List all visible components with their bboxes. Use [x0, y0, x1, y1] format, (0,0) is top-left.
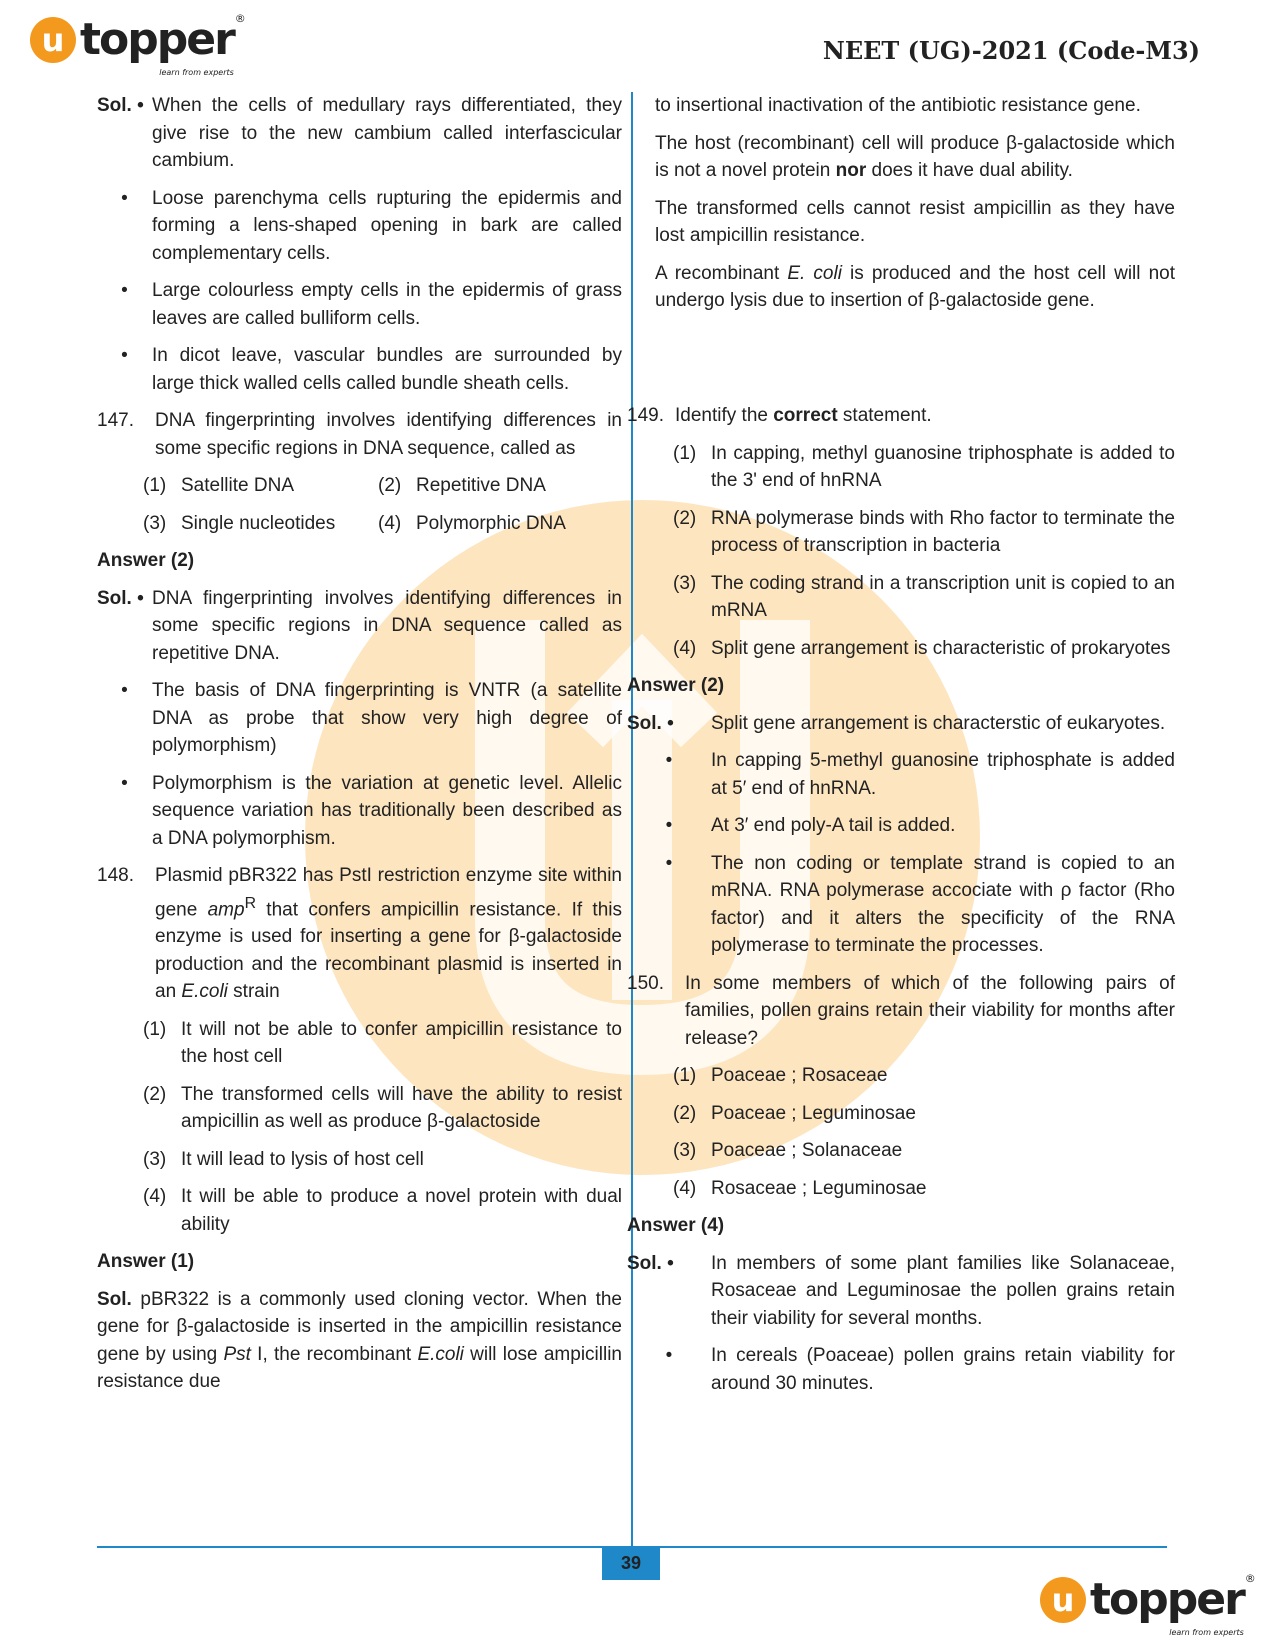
option-number: (1)	[143, 1018, 167, 1040]
option-text: In capping, methyl guanosine triphosphate is added to the 3' end of hnRNA	[711, 442, 1175, 491]
sol-bullet	[97, 770, 622, 853]
option-text: Polymorphic DNA	[416, 512, 566, 534]
sol-label: Sol. •	[97, 587, 144, 609]
sol-bullet	[627, 850, 1175, 960]
option-number: (2)	[378, 475, 402, 496]
continued-text: to insertional inactivation of the antibiotic resistance gene.	[655, 95, 1141, 116]
option-text: The coding strand in a transcription unit is copied to an mRNA	[711, 572, 1175, 621]
sol-text: At 3′ end poly-A tail is added.	[711, 815, 956, 836]
option	[627, 505, 1175, 560]
option-number: (3)	[673, 572, 697, 594]
question-number: 149.	[627, 405, 664, 426]
question-149	[627, 402, 1175, 430]
option	[97, 1081, 622, 1136]
option-text: It will be able to produce a novel protein with dual ability	[181, 1186, 622, 1235]
option-text: Poaceae ; Solanaceae	[711, 1140, 903, 1161]
option-number: (4)	[143, 1186, 167, 1208]
logo-text: topper	[1090, 1574, 1244, 1625]
sol-text: In capping 5-methyl guanosine triphosphate is added at 5′ end of hnRNA.	[711, 750, 1175, 799]
sol-text: In cereals (Poaceae) pollen grains retain viability for around 30 minutes.	[711, 1345, 1175, 1394]
option-number: (1)	[673, 1065, 697, 1086]
bullet-icon: •	[665, 1345, 673, 1366]
question-text: Identify the correct statement.	[675, 405, 932, 426]
option-text: Repetitive DNA	[416, 475, 546, 496]
exam-title: NEET (UG)-2021 (Code-M3)	[822, 36, 1200, 65]
answer-label: Answer (1)	[97, 1251, 195, 1273]
sol-bullet	[97, 185, 622, 268]
continued-text: The transformed cells cannot resist ampicillin as they have lost ampicillin resistance.	[655, 197, 1175, 246]
logo-tagline: learn from experts	[159, 68, 234, 77]
options-row	[97, 510, 622, 538]
question-150	[627, 970, 1175, 1053]
registered-mark: ®	[234, 12, 246, 25]
option-number: (3)	[143, 512, 167, 534]
right-column	[655, 92, 1175, 325]
sol-label: Sol. •	[627, 1252, 674, 1274]
option-text: Single nucleotides	[181, 512, 336, 534]
question-147	[97, 407, 622, 462]
bullet-icon: •	[121, 345, 128, 366]
registered-mark: ®	[1244, 1572, 1256, 1585]
logo-tagline: learn from experts	[1169, 1628, 1244, 1637]
sol-text: Loose parenchyma cells rupturing the epidermis and forming a lens-shaped opening in bark are called complementary cells.	[152, 187, 622, 264]
bullet-icon: •	[665, 750, 673, 771]
sol-bullet	[97, 342, 622, 397]
option-number: (2)	[143, 1083, 167, 1105]
sol-bullet	[97, 677, 622, 760]
sol-paragraph: Sol. pBR322 is a commonly used cloning vector. When the gene for β-galactoside is inserted in the ampicillin resistance gene by using Pst I, the recombinant E.coli will lose ampicillin resistance due	[97, 1288, 622, 1393]
option-number: (3)	[143, 1148, 167, 1170]
option	[627, 1175, 1175, 1203]
logo-u-icon: u	[30, 17, 76, 63]
page-number: 39	[602, 1546, 660, 1580]
sol-text: The non coding or template strand is copied to an mRNA. RNA polymerase accociate with ρ factor (Rho factor) and it alters the specificity of the RNA polymerase to terminate the processes.	[711, 852, 1175, 956]
option	[627, 635, 1175, 663]
sol-bullet	[97, 92, 622, 175]
bullet-icon: •	[121, 680, 128, 701]
option-number: (2)	[673, 507, 697, 529]
bullet-icon: •	[121, 772, 128, 794]
sol-text: Large colourless empty cells in the epidermis of grass leaves are called bulliform cells.	[152, 280, 622, 329]
bullet-icon: •	[665, 852, 673, 874]
option-text: It will lead to lysis of host cell	[181, 1148, 424, 1170]
option	[97, 1183, 622, 1238]
sol-text: DNA fingerprinting involves identifying differences in some specific regions in DNA sequence called as repetitive DNA.	[152, 587, 622, 664]
sol-label: Sol. •	[627, 712, 674, 734]
sol-bullet	[627, 1250, 1175, 1333]
question-number: 150.	[627, 972, 664, 994]
answer-label: Answer (2)	[97, 550, 195, 571]
option	[627, 440, 1175, 495]
answer-label: Answer (2)	[627, 675, 725, 696]
question-text: DNA fingerprinting involves identifying differences in some specific regions in DNA sequence, called as	[155, 410, 622, 459]
option	[97, 1016, 622, 1071]
option-number: (4)	[673, 1177, 697, 1199]
logo-text: topper	[80, 14, 234, 65]
continued-text: The host (recombinant) cell will produce β-galactoside which is not a novel protein nor does it have dual ability.	[655, 132, 1175, 181]
options-row	[97, 472, 622, 500]
option	[627, 1062, 1175, 1090]
option-number: (4)	[378, 512, 402, 534]
sol-bullet	[97, 585, 622, 668]
right-column-questions	[627, 402, 1175, 1407]
sol-label: Sol. •	[97, 95, 144, 116]
header-logo	[30, 12, 246, 77]
option-text: Split gene arrangement is characteristic of prokaryotes	[711, 637, 1171, 659]
sol-bullet	[97, 277, 622, 332]
option-text: Satellite DNA	[181, 475, 294, 496]
sol-bullet	[627, 812, 1175, 840]
option-number: (3)	[673, 1140, 697, 1161]
sol-text: In members of some plant families like Solanaceae, Rosaceae and Leguminosae the pollen grains retain their viability for several months.	[711, 1252, 1175, 1329]
option-text: It will not be able to confer ampicillin resistance to the host cell	[181, 1018, 622, 1068]
question-number: 148.	[97, 865, 134, 886]
question-number: 147.	[97, 410, 134, 431]
option	[627, 1137, 1175, 1165]
sol-bullet	[627, 710, 1175, 738]
sol-bullet	[627, 747, 1175, 802]
bullet-icon: •	[121, 280, 128, 301]
sol-text: When the cells of medullary rays differentiated, they give rise to the new cambium called interfascicular cambium.	[152, 95, 622, 171]
question-148	[97, 862, 622, 1006]
bullet-icon: •	[665, 815, 673, 836]
option-text: Poaceae ; Rosaceae	[711, 1065, 888, 1086]
sol-bullet	[627, 1342, 1175, 1397]
sol-text: Split gene arrangement is characterstic of eukaryotes.	[711, 712, 1166, 734]
continued-text: A recombinant E. coli is produced and the host cell will not undergo lysis due to insertion of β-galactoside gene.	[655, 262, 1175, 311]
option-text: RNA polymerase binds with Rho factor to terminate the process of transcription in bacteria	[711, 507, 1175, 556]
sol-text: The basis of DNA fingerprinting is VNTR (a satellite DNA as probe that show very high degree of polymorphism)	[152, 680, 622, 756]
option	[627, 1100, 1175, 1128]
sol-text: In dicot leave, vascular bundles are surrounded by large thick walled cells called bundle sheath cells.	[152, 345, 622, 394]
option-number: (1)	[673, 442, 697, 464]
option-number: (2)	[673, 1102, 697, 1124]
option-text: Rosaceae ; Leguminosae	[711, 1177, 927, 1199]
option-number: (1)	[143, 475, 167, 496]
logo-u-icon: u	[1040, 1577, 1086, 1623]
question-text: In some members of which of the following pairs of families, pollen grains retain their viability for months after release?	[685, 972, 1175, 1049]
option	[97, 1146, 622, 1174]
left-column	[97, 92, 622, 1406]
question-text: Plasmid pBR322 has PstI restriction enzyme site within gene amp$^R$ that confers ampicillin resistance. If this enzyme is used for inserting a gene for β-galactoside production and the recombinant plasmid is inserted in an E.coli strain	[155, 865, 623, 1003]
option-text: The transformed cells will have the ability to resist ampicillin as well as produce β-galactoside	[181, 1083, 622, 1133]
sol-text: Polymorphism is the variation at genetic level. Allelic sequence variation has traditionally been described as a DNA polymorphism.	[152, 772, 622, 849]
option	[627, 570, 1175, 625]
option-text: Poaceae ; Leguminosae	[711, 1102, 916, 1124]
footer-logo	[1040, 1572, 1256, 1637]
option-number: (4)	[673, 637, 697, 659]
bullet-icon: •	[121, 187, 128, 209]
answer-label: Answer (4)	[627, 1215, 725, 1236]
